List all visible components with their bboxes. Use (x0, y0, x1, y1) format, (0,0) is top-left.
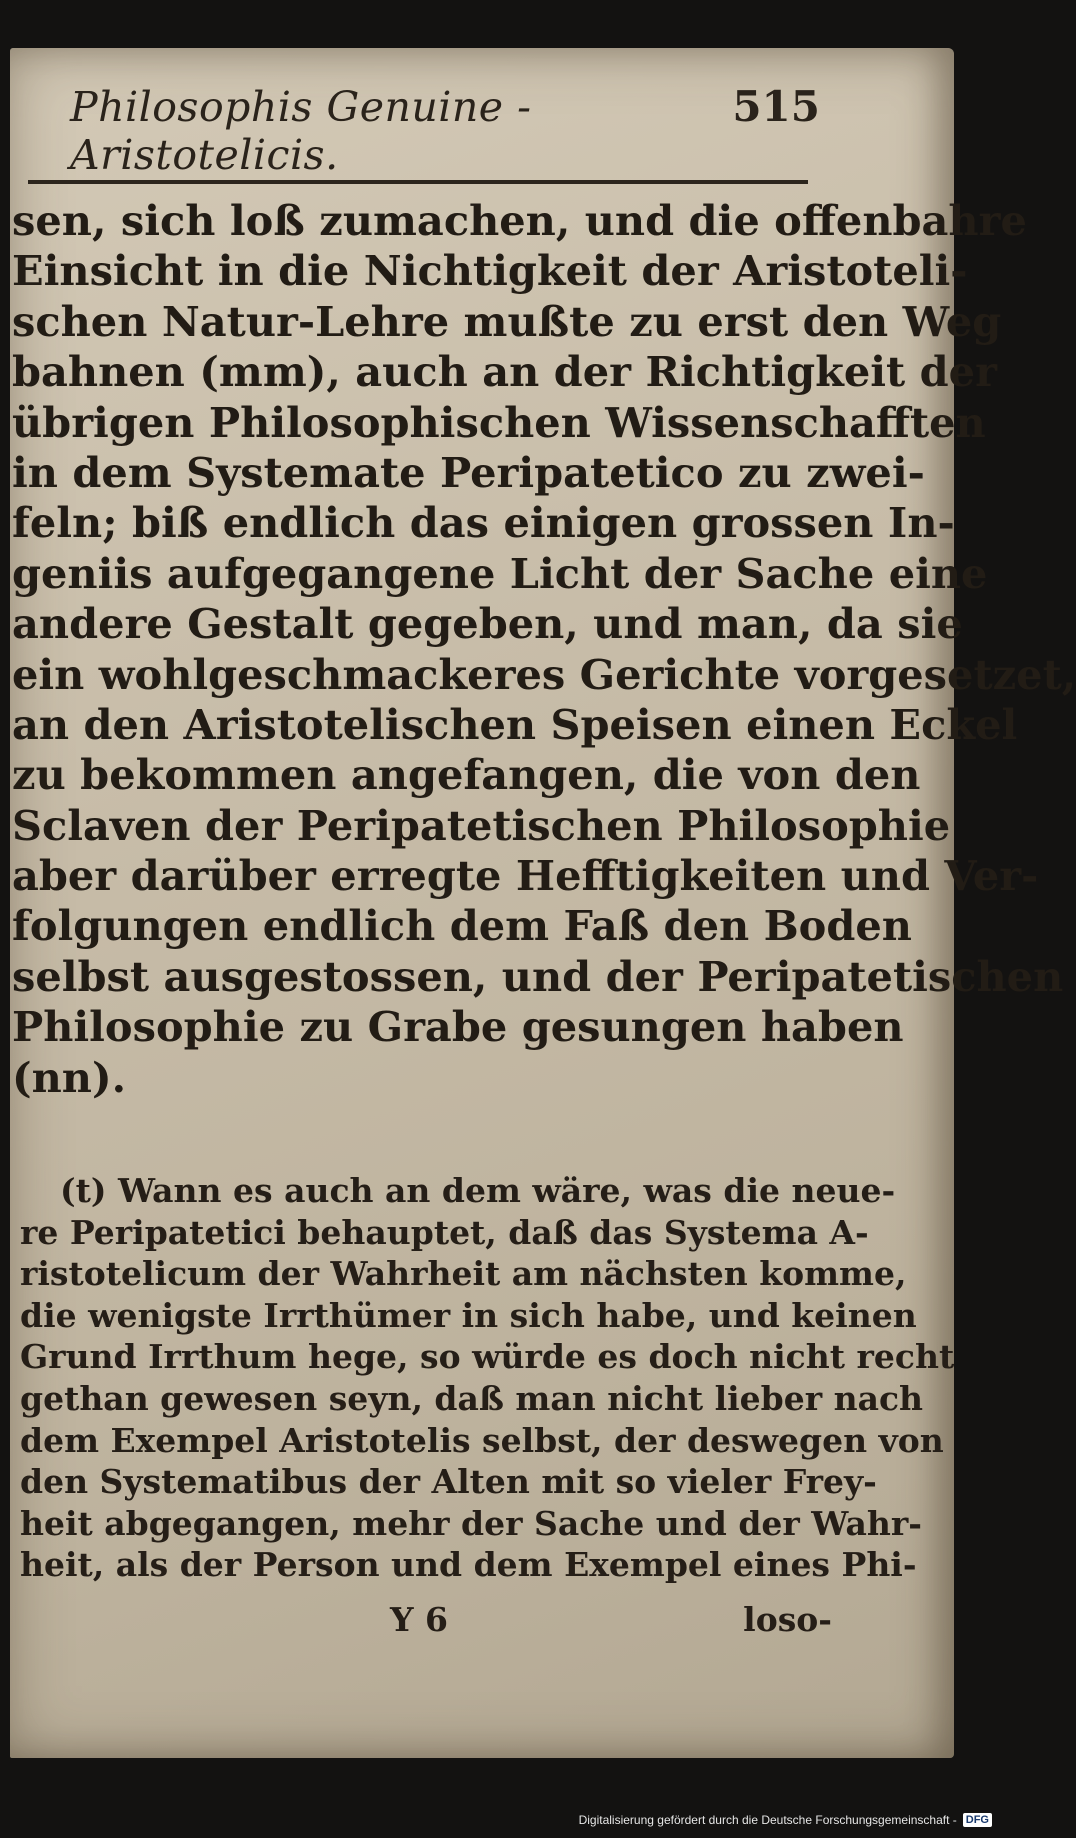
credit-text: Digitalisierung gefördert durch die Deutsche Forschungsgemeinschaft - (578, 1813, 957, 1827)
catchword: loso- (743, 1600, 832, 1639)
text-line: feln; biß endlich das einigen grossen In- (12, 498, 955, 548)
footnote-line: Grund Irrthum hege, so würde es doch nicht recht (20, 1337, 955, 1377)
page-footer (20, 1600, 832, 1642)
text-line: Philosophie zu Grabe gesungen haben (12, 1002, 904, 1052)
signature-mark: Y 6 (390, 1600, 449, 1639)
footnote-line: dem Exempel Aristotelis selbst, der deswegen von (20, 1420, 944, 1460)
footnote-line: den Systematibus der Alten mit so vieler Frey- (20, 1462, 877, 1502)
text-line: schen Natur-Lehre mußte zu erst den Weg (12, 296, 1002, 346)
text-line: andere Gestalt gegeben, und man, da sie (12, 599, 963, 649)
digitization-credit (579, 1810, 992, 1830)
text-line: bahnen (mm), auch an der Richtigkeit der (12, 347, 997, 397)
footnote-line: re Peripatetici behauptet, daß das Systema A- (20, 1212, 869, 1252)
text-line: aber darüber erregte Hefftigkeiten und Ver- (12, 851, 1039, 901)
text-line: (nn). (12, 1052, 127, 1102)
text-line: ein wohlgeschmackeres Gerichte vorgesetzet, (12, 649, 1076, 699)
footnote (20, 1170, 955, 1586)
text-line: zu bekommen angefangen, die von den (12, 750, 921, 800)
main-text (12, 196, 1076, 1103)
dfg-logo: DFG (963, 1813, 992, 1827)
footnote-line: gethan gewesen seyn, daß man nicht lieber nach (20, 1378, 924, 1418)
running-title: Philosophis Genuine - Aristotelicis. (70, 83, 532, 179)
page-number: 515 (732, 82, 820, 131)
running-head (70, 82, 820, 179)
footnote-line: die wenigste Irrthümer in sich habe, und keinen (20, 1295, 917, 1335)
text-line: sen, sich loß zumachen, und die offenbahre (12, 196, 1027, 245)
footnote-line: heit, als der Person und dem Exempel eines Phi- (20, 1545, 917, 1585)
text-line: in dem Systemate Peripatetico zu zwei- (12, 447, 925, 497)
text-line: an den Aristotelischen Speisen einen Eckel (12, 699, 1018, 749)
text-line: folgungen endlich dem Faß den Boden (12, 901, 912, 951)
text-line: Sclaven der Peripatetischen Philosophie (12, 800, 951, 850)
footnote-line: ristotelicum der Wahrheit am nächsten komme, (20, 1254, 907, 1294)
text-line: selbst ausgestossen, und der Peripatetischen (12, 951, 1064, 1001)
footnote-line: heit abgegangen, mehr der Sache und der Wahr- (20, 1503, 922, 1543)
header-rule (28, 180, 808, 184)
text-line: übrigen Philosophischen Wissenschafften (12, 397, 986, 447)
text-line: Einsicht in die Nichtigkeit der Aristoteli- (12, 246, 968, 296)
footnote-line: (t) Wann es auch an dem wäre, was die neue- (60, 1171, 896, 1210)
text-line: geniis aufgegangene Licht der Sache eine (12, 548, 988, 598)
